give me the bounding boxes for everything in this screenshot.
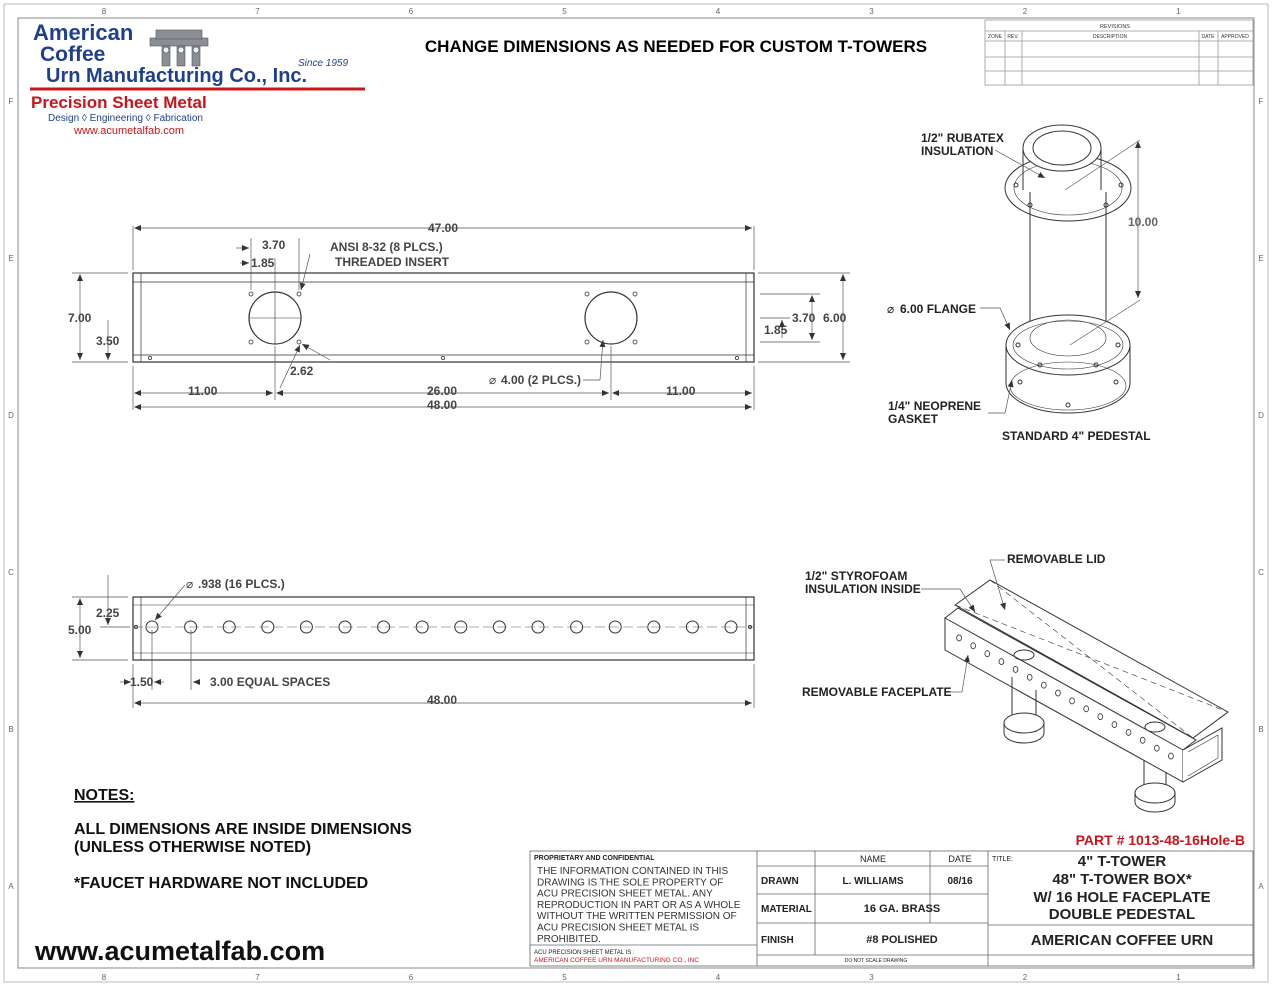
diameter-symbol-icon: ⌀ [887, 302, 895, 316]
tb-footer-1: ACU PRECISION SHEET METAL IS : [534, 950, 635, 956]
tb-proprietary-line: PROHIBITED. [537, 933, 601, 945]
tb-proprietary-head: PROPRIETARY AND CONFIDENTIAL [534, 855, 655, 862]
rev-header-zone: ZONE [988, 34, 1002, 40]
iso-insulation-1: 1/2" STYROFOAM [805, 569, 908, 583]
tb-title-4: DOUBLE PEDESTAL [1048, 906, 1196, 923]
zone-col-label: 2 [1022, 973, 1028, 982]
dim-bolt: 2.62 [290, 364, 314, 378]
dim-right-b: 6.00 [823, 311, 847, 325]
dim-face-first-hole: 1.50 [130, 675, 154, 689]
zone-row-label: C [1258, 568, 1264, 577]
tb-drawn-name: L. WILLIAMS [842, 876, 904, 887]
tb-footer-2: AMERICAN COFFEE URN MANUFACTURING CO., INC [534, 957, 700, 964]
dim-face-spacing: 3.00 EQUAL SPACES [210, 675, 331, 689]
tb-title-3: W/ 16 HOLE FACEPLATE [1033, 889, 1211, 906]
tb-title-label: TITLE: [992, 856, 1014, 863]
face-view [68, 575, 754, 708]
dim-hole-dia: 4.00 (2 PLCS.) [501, 373, 582, 387]
tb-drawn-label: DRAWN [761, 876, 799, 887]
dim-hole-half: 1.85 [251, 256, 275, 270]
tb-proprietary-line: ACU PRECISION SHEET METAL. ANY [537, 888, 713, 900]
dim-center: 26.00 [427, 384, 458, 398]
tower-pedestal: STANDARD 4" PEDESTAL [1002, 429, 1151, 443]
notes-heading: NOTES: [74, 787, 135, 804]
tb-company: AMERICAN COFFEE URN [1030, 932, 1214, 949]
zone-col-label: 2 [1022, 7, 1028, 16]
zone-col-label: 3 [869, 7, 874, 16]
tb-material-label: MATERIAL [761, 904, 812, 915]
tb-proprietary-line: ACU PRECISION SHEET METAL IS [537, 922, 700, 934]
zone-row-label: E [8, 254, 14, 263]
zone-row-label: B [1258, 725, 1264, 734]
zone-row-label: D [8, 411, 14, 420]
zone-col-label: 5 [562, 7, 567, 16]
zone-col-label: 6 [408, 7, 414, 16]
tb-scale-note: DO NOT SCALE DRAWING [844, 958, 908, 964]
notes-line-2: (UNLESS OTHERWISE NOTED) [74, 839, 312, 856]
dim-face-height-b: 5.00 [68, 623, 92, 637]
tb-name-head: NAME [859, 854, 887, 864]
coffee-urn-icon [150, 30, 208, 66]
website-footer: www.acumetalfab.com [35, 936, 326, 966]
rev-header-rev: REV. [1007, 34, 1019, 40]
notes [74, 787, 412, 892]
tower-gasket-2: GASKET [888, 412, 939, 426]
diameter-symbol-icon: ⌀ [489, 373, 497, 387]
zone-col-label: 8 [101, 973, 107, 982]
zone-col-label: 4 [715, 973, 721, 982]
dim-length: 48.00 [427, 398, 458, 412]
zone-col-label: 6 [408, 973, 414, 982]
tower-flange: 6.00 FLANGE [900, 302, 977, 316]
tower-gasket-1: 1/4" NEOPRENE [888, 399, 982, 413]
iso-faceplate: REMOVABLE FACEPLATE [802, 685, 952, 699]
dim-right-c: 1.85 [764, 323, 788, 337]
iso-lid: REMOVABLE LID [1007, 552, 1106, 566]
zone-row-label: E [1258, 254, 1264, 263]
rev-header-date: DATE [1201, 34, 1215, 40]
zone-col-label: 8 [101, 7, 107, 16]
notes-line-3: *FAUCET HARDWARE NOT INCLUDED [74, 875, 369, 892]
zone-row-label: D [1258, 411, 1264, 420]
logo-line-1: American [33, 20, 134, 45]
top-view [68, 221, 850, 412]
zone-row-label: C [8, 568, 14, 577]
tower-view [1005, 125, 1131, 413]
isometric-view [945, 580, 1228, 812]
zone-col-label: 7 [255, 973, 260, 982]
tower-height: 10.00 [1128, 215, 1159, 229]
tb-finish-label: FINISH [761, 935, 794, 946]
dim-insert-note-2: THREADED INSERT [335, 255, 450, 269]
tb-material: 16 GA. BRASS [863, 903, 941, 915]
dim-insert-note-1: ANSI 8-32 (8 PLCS.) [330, 240, 443, 254]
revisions-title: REVISIONS [1100, 24, 1130, 30]
dim-left-offset: 11.00 [188, 384, 218, 398]
top-view-dimension-text [68, 221, 847, 412]
tb-drawn-date: 08/16 [947, 876, 973, 887]
face-view-dimension-lines [72, 575, 754, 708]
zone-col-label: 7 [255, 7, 260, 16]
face-view-outline [133, 597, 754, 660]
logo-line-2: Coffee [40, 43, 106, 66]
zone-row-label: A [1258, 882, 1264, 891]
zone-col-label: 5 [562, 973, 567, 982]
top-view-dimension-lines [72, 226, 850, 410]
dim-face-height-a: 2.25 [96, 606, 120, 620]
tb-proprietary-line: DRAWING IS THE SOLE PROPERTY OF [537, 877, 724, 889]
tb-finish: #8 POLISHED [866, 934, 938, 946]
tb-title-1: 4" T-TOWER [1077, 853, 1167, 870]
rev-header-approved: APPROVED [1221, 34, 1249, 40]
top-view-outline [133, 273, 754, 362]
zone-col-label: 4 [715, 7, 721, 16]
zone-row-label: B [8, 725, 14, 734]
title-block-text [534, 853, 1213, 964]
threaded-insert-holes [148, 292, 738, 360]
dim-height: 7.00 [68, 311, 92, 325]
tb-proprietary-line: THE INFORMATION CONTAINED IN THIS [537, 866, 729, 877]
dim-overall-length: 47.00 [427, 221, 459, 235]
tower-insulation-1: 1/2" RUBATEX [921, 131, 1004, 145]
tb-proprietary-line: WITHOUT THE WRITTEN PERMISSION OF [537, 911, 737, 923]
dim-hole-offset: 3.70 [262, 238, 286, 252]
iso-insulation-2: INSULATION INSIDE [805, 582, 921, 596]
zone-col-label: 1 [1176, 7, 1181, 16]
revisions-headers [988, 34, 1249, 40]
zone-row-label: A [8, 882, 14, 891]
logo-since: Since 1959 [298, 58, 349, 69]
logo-services: Design ◊ Engineering ◊ Fabrication [48, 113, 203, 124]
diameter-symbol-icon: ⌀ [186, 577, 194, 591]
tower-insulation-2: INSULATION [921, 144, 994, 158]
zone-row-label: F [1258, 97, 1264, 106]
tb-date-head: DATE [948, 854, 972, 864]
header-note: CHANGE DIMENSIONS AS NEEDED FOR CUSTOM T-TOWERS [424, 37, 928, 56]
notes-line-1: ALL DIMENSIONS ARE INSIDE DIMENSIONS [74, 821, 412, 838]
dim-face-length: 48.00 [427, 693, 458, 707]
logo-line-3: Urn Manufacturing Co., Inc. [46, 65, 308, 87]
tb-proprietary-line: REPRODUCTION IN PART OR AS A WHOLE [537, 899, 741, 911]
part-number: PART # 1013-48-16Hole-B [1075, 832, 1245, 848]
dim-right-offset: 11.00 [666, 384, 696, 398]
tb-proprietary-lines [537, 866, 741, 945]
company-logo [30, 20, 365, 137]
tb-title-2: 48" T-TOWER BOX* [1052, 871, 1192, 888]
dim-half-height: 3.50 [96, 334, 120, 348]
dim-right-a: 3.70 [792, 311, 816, 325]
zone-col-label: 3 [869, 973, 874, 982]
rev-header-description: DESCRIPTION [1092, 34, 1128, 40]
zone-col-label: 1 [1176, 973, 1181, 982]
dim-face-hole-note: .938 (16 PLCS.) [198, 577, 285, 591]
logo-division: Precision Sheet Metal [31, 93, 207, 112]
zone-row-label: F [8, 97, 14, 106]
logo-web: www.acumetalfab.com [74, 125, 185, 137]
